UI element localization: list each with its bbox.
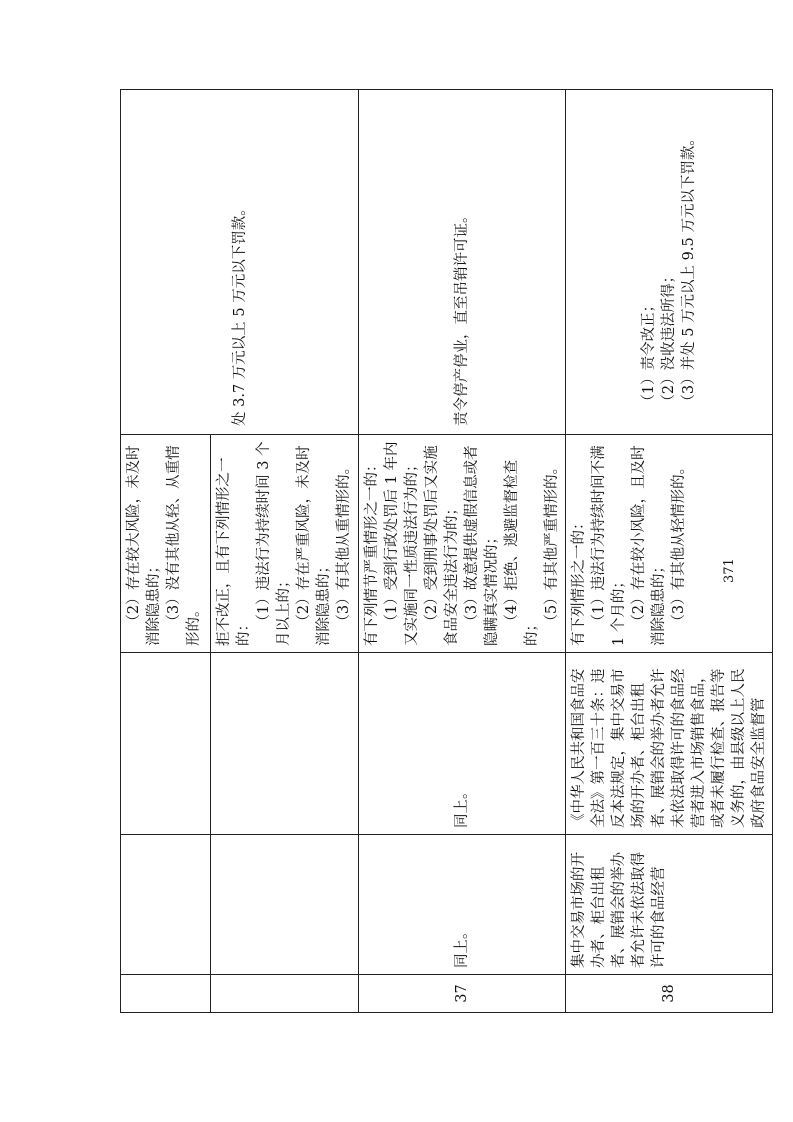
situation-line: （2）存在较小风险，且及时消除隐患的； [631, 445, 667, 646]
page-number [722, 553, 742, 593]
penalty-line: （1）责令改正； [641, 297, 657, 409]
violation-subject: 同上。 [359, 835, 566, 975]
situation-line: 有下列情形之一的： [571, 515, 587, 646]
row-number [121, 975, 211, 1013]
legal-basis [211, 653, 359, 835]
situation-line: （2）受到刑事处罚后又实施食品安全违法行为的； [424, 445, 460, 646]
situation-line: 有下列情节严重情形之一的： [364, 457, 380, 646]
situation-line: （1）违法行为持续时间不满 1 个月的； [591, 445, 627, 646]
situation-cell [359, 435, 566, 653]
penalty-line: （3）并处 5 万元以上 9.5 万元以下罚款。 [681, 131, 697, 409]
violation-subject: 集中交易市场的开办者、柜台出租者、展销会的举办者允许未依法取得许可的食品经营 [566, 835, 773, 975]
situation-line: 拒不改正，且有下列情形之一的： [216, 457, 252, 646]
penalty-cell [121, 90, 359, 435]
situation-line: （2）存在较大风险，未及时消除隐患的； [126, 445, 162, 646]
penalty-cell [359, 90, 566, 435]
penalty-line: （2）没收违法所得； [661, 268, 677, 409]
penalty-line: 处 3.7 万元以上 5 万元以下罚款。 [231, 201, 248, 426]
penalty-standard-table [120, 89, 773, 1013]
situation-line: （1）受到行政处罚后 1 年内又实施同一性质违法行为的； [384, 441, 420, 646]
situation-line: （5）有其他严重情形的。 [544, 459, 560, 629]
row-number: 37 [359, 975, 566, 1013]
situation-cell [121, 435, 211, 653]
situation-line: （1）违法行为持续时间 3 个月以上的； [256, 441, 292, 646]
situation-line: （3）没有其他从轻、从重情形的。 [166, 445, 202, 646]
legal-basis: 同上。 [359, 653, 566, 835]
table-row [121, 90, 211, 1013]
violation-subject [211, 835, 359, 975]
table-row [359, 90, 566, 1013]
situation-cell [211, 435, 359, 653]
legal-basis: 《中华人民共和国食品安全法》第一百三十条：违反本法规定，集中交易市场的开办者、柜台出租者、展销会的举办者允许未依法取得许可的食品经营者进入市场销售食品，或者未履行检查、报告等义务的，由县级以上人民政府食品安全监督管 [566, 653, 773, 835]
penalty-cell [566, 90, 773, 435]
table-row [566, 90, 773, 1013]
situation-line: （4）拒绝、逃避监督检查的； [504, 459, 540, 646]
situation-line: （2）存在严重风险，未及时消除隐患的； [296, 445, 332, 646]
situation-line: （3）故意提供虚假信息或者隐瞒真实情况的； [464, 445, 500, 646]
row-number: 38 [566, 975, 773, 1013]
penalty-line: 责令停产停业，直至吊销许可证。 [454, 208, 470, 426]
page-number-text: 371 [722, 558, 737, 583]
violation-subject [121, 835, 211, 975]
row-number [211, 975, 359, 1013]
situation-cell [566, 435, 773, 653]
legal-basis [121, 653, 211, 835]
situation-line: （3）有其他从轻情形的。 [671, 459, 687, 629]
situation-line: （3）有其他从重情形的。 [336, 459, 352, 629]
